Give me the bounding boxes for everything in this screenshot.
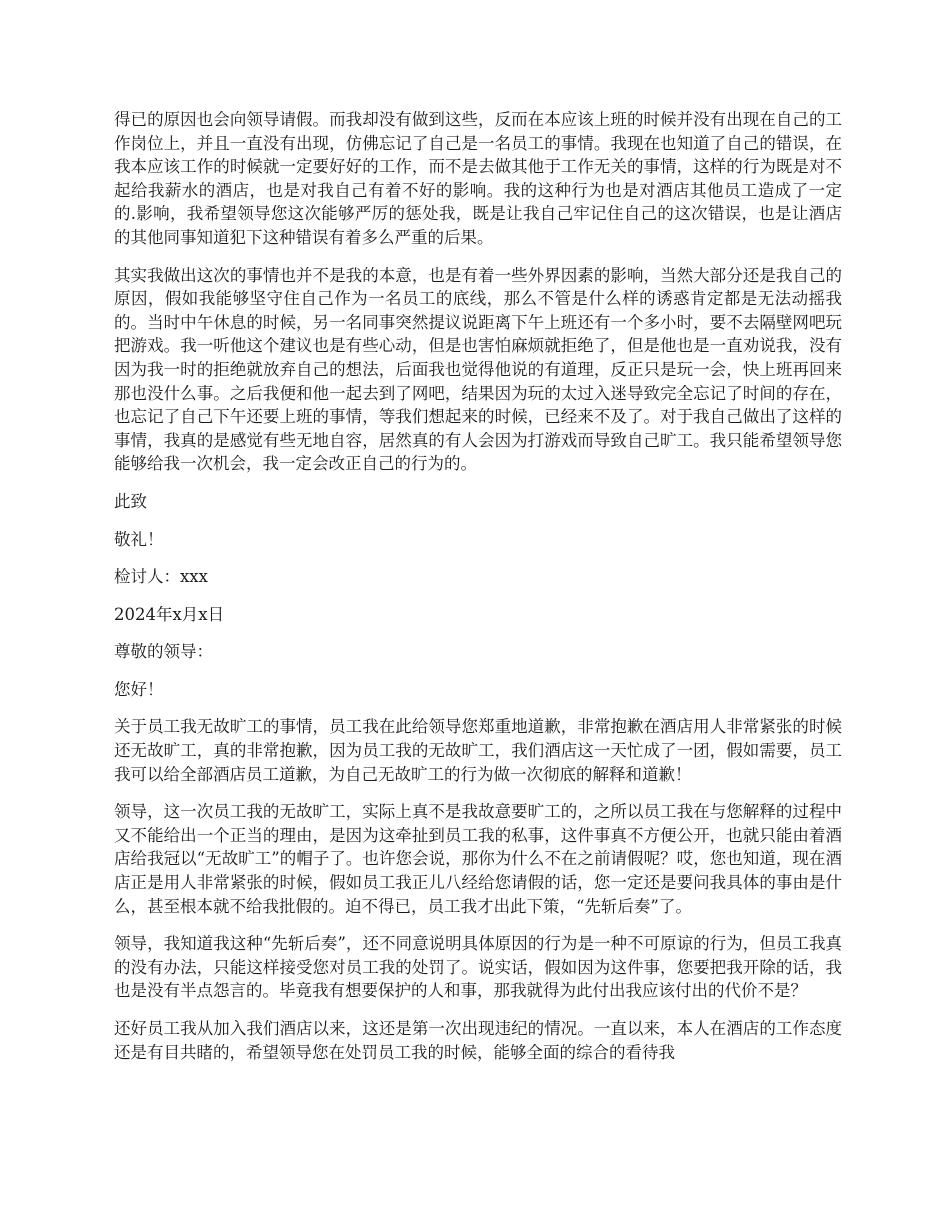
greeting-recipient: 尊敬的领导： xyxy=(114,642,213,662)
signature-date: 2024年x月x日 xyxy=(114,604,225,624)
paragraph-acceptance: 领导，我知道我这种“先斩后奏”，还不同意说明具体原因的行为是一种不可原谅的行为，但员工我真的没有办法，只能这样接受您对员工我的处罚了。说实话，假如因为这件事，您要把我开除的话，我也是没有半点怨言的。毕竟我有想要保护的人和事，那我就得为此付出我应该付出的代价不是？ xyxy=(114,934,842,1001)
paragraph-record: 还好员工我从加入我们酒店以来，这还是第一次出现违纪的情况。一直以来，本人在酒店的工作态度还是有目共睹的，希望领导您在处罚员工我的时候，能够全面的综合的看待我 xyxy=(114,1019,842,1062)
greeting-hello: 您好！ xyxy=(114,679,164,699)
paragraph-apology-continued: 得已的原因也会向领导请假。而我却没有做到这些，反而在本应该上班的时候并没有出现在自己的工作岗位上，并且一直没有出现，仿佛忘记了自己是一名员工的事情。我现在也知道了自己的错误，在我本应该工作的时候就一定要好好的工作，而不是去做其他于工作无关的事情，这样的行为既是对不起给我薪水的酒店，也是对我自己有着不好的影响。我的这种行为也是对酒店其他员工造成了一定的.影响，我希望领导您这次能够严厉的惩处我，既是让我自己牢记住自己的这次错误，也是让酒店的其他同事知道犯下这种错误有着多么严重的后果。 xyxy=(114,110,842,247)
signature-author: 检讨人：xxx xyxy=(114,567,208,587)
closing-regards: 敬礼！ xyxy=(114,529,164,549)
closing-salutation: 此致 xyxy=(114,491,147,511)
paragraph-reason: 其实我做出这次的事情也并不是我的本意，也是有着一些外界因素的影响，当然大部分还是我自己的原因，假如我能够坚守住自己作为一名员工的底线，那么不管是什么样的诱惑肯定都是无法动摇我的。当时中午休息的时候，另一名同事突然提议说距离下午上班还有一个多小时，要不去隔壁网吧玩把游戏。我一听他这个建议也是有些心动，但是也害怕麻烦就拒绝了，但是他也是一直劝说我，没有因为我一时的拒绝就放弃自己的想法，后面我也觉得他说的有道理，反正只是玩一会，快上班再回来那也没什么事。之后我便和他一起去到了网吧，结果因为玩的太过入迷导致完全忘记了时间的存在，也忘记了自己下午还要上班的事情，等我们想起来的时候，已经来不及了。对于我自己做出了这样的事情，我真的是感觉有些无地自容，居然真的有人会因为打游戏而导致自己旷工。我只能希望领导您能够给我一次机会，我一定会改正自己的行为的。 xyxy=(114,265,842,474)
paragraph-explanation: 领导，这一次员工我的无故旷工，实际上真不是我故意要旷工的，之所以员工我在与您解释的过程中又不能给出一个正当的理由，是因为这牵扯到员工我的私事，这件事真不方便公开，也就只能由着酒店给我冠以“无故旷工”的帽子了。也许您会说，那你为什么不在之前请假呢？哎，您也知道，现在酒店正是用人非常紧张的时候，假如员工我正儿八经给您请假的话，您一定还是要问我具体的事由是什么，甚至根本就不给我批假的。迫不得已，员工我才出此下策，“先斩后奏”了。 xyxy=(114,802,842,916)
paragraph-apology: 关于员工我无故旷工的事情，员工我在此给领导您郑重地道歉，非常抱歉在酒店用人非常紧张的时候还无故旷工，真的非常抱歉，因为员工我的无故旷工，我们酒店这一天忙成了一团，假如需要，员工我可以给全部酒店员工道歉，为自己无故旷工的行为做一次彻底的解释和道歉！ xyxy=(114,717,842,784)
document-page xyxy=(114,108,842,1078)
